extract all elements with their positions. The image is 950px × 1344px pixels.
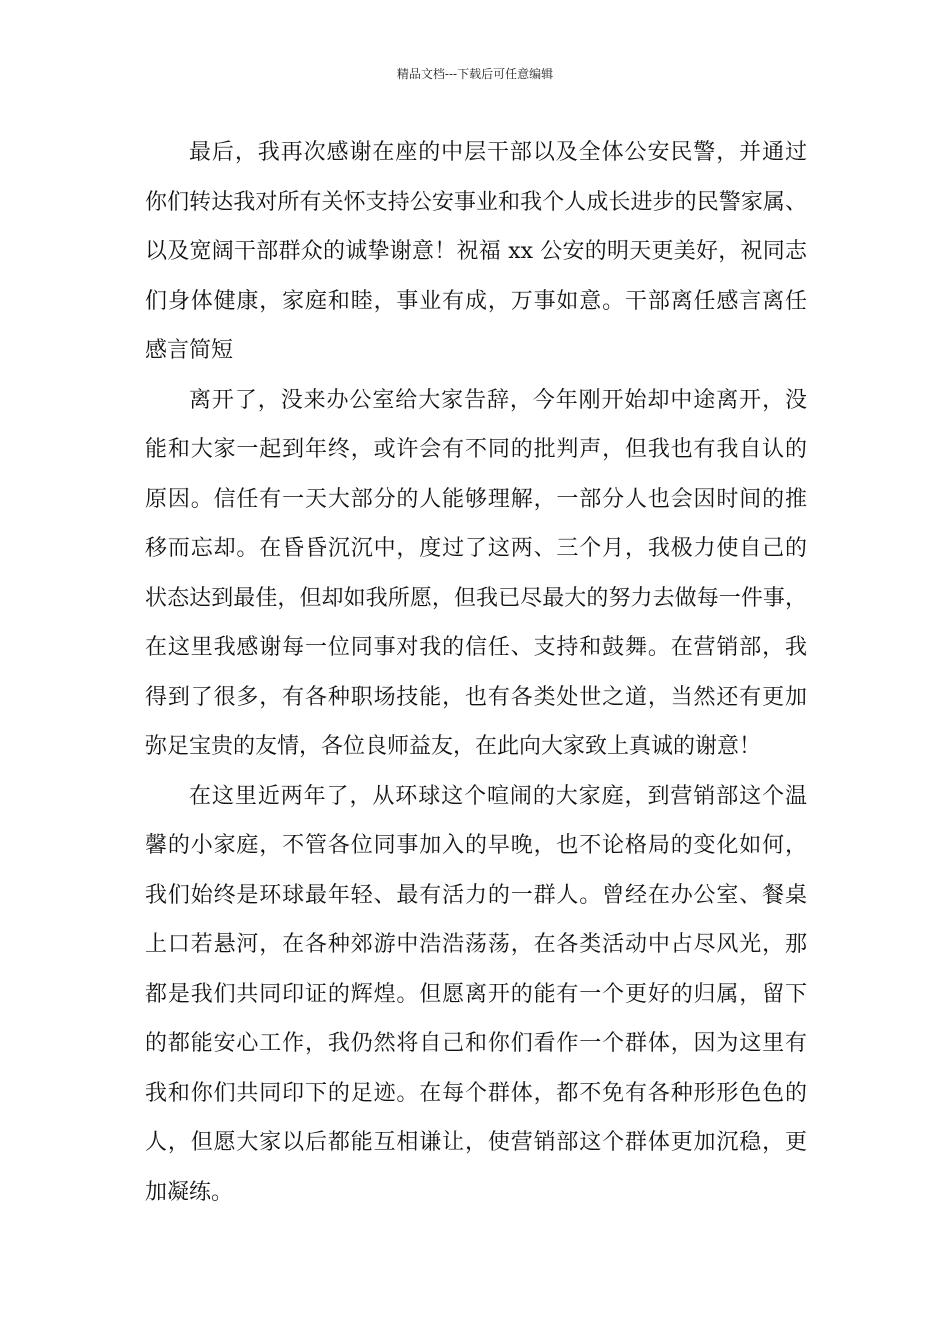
paragraph-line: 你们转达我对所有关怀支持公安事业和我个人成长进步的民警家属、 — [145, 189, 807, 215]
document-body — [145, 128, 807, 1217]
paragraph-line: 状态达到最佳，但却如我所愿，但我已尽最大的努力去做每一件事， — [145, 585, 807, 611]
paragraph-line: 的都能安心工作，我仍然将自己和你们看作一个群体，因为这里有 — [145, 1031, 807, 1056]
paragraph-line: 感言简短 — [145, 338, 234, 363]
paragraph-line: 得到了很多，有各种职场技能，也有各类处世之道，当然还有更加 — [145, 684, 807, 710]
paragraph-line: 我和你们共同印下的足迹。在每个群体，都不免有各种形形色色的 — [145, 1080, 807, 1106]
paragraph-line: 能和大家一起到年终，或许会有不同的批判声，但我也有我自认的 — [145, 437, 807, 462]
paragraph-line: 都是我们共同印证的辉煌。但愿离开的能有一个更好的归属，留下 — [145, 981, 807, 1007]
paragraph-line: 在这里我感谢每一位同事对我的信任、支持和鼓舞。在营销部，我 — [145, 635, 807, 660]
paragraph-line: 馨的小家庭，不管各位同事加入的早晚，也不论格局的变化如何， — [145, 833, 807, 858]
paragraph-line: 上口若悬河，在各种郊游中浩浩荡荡，在各类活动中占尽风光，那 — [145, 932, 807, 957]
paragraph-line: 离开了，没来办公室给大家告辞，今年刚开始却中途离开，没 — [189, 387, 807, 413]
paragraph-line: 在这里近两年了，从环球这个喧闹的大家庭，到营销部这个温 — [189, 783, 807, 809]
paragraph-line: 们身体健康，家庭和睦，事业有成，万事如意。干部离任感言离任 — [145, 288, 807, 314]
paragraph-line: 人，但愿大家以后都能互相谦让，使营销部这个群体更加沉稳，更 — [145, 1130, 807, 1155]
paragraph-line: 最后，我再次感谢在座的中层干部以及全体公安民警，并通过 — [189, 140, 807, 165]
page-header: 精品文档---下载后可任意编辑 — [396, 67, 554, 81]
paragraph-line: 原因。信任有一天大部分的人能够理解，一部分人也会因时间的推 — [145, 486, 807, 512]
paragraph-line: 加凝练。 — [145, 1179, 234, 1205]
paragraph-line: 我们始终是环球最年轻、最有活力的一群人。曾经在办公室、餐桌 — [145, 882, 807, 908]
paragraph-line: 移而忘却。在昏昏沉沉中，度过了这两、三个月，我极力使自己的 — [145, 536, 807, 561]
paragraph-line: 以及宽阔干部群众的诚挚谢意！祝福 xx 公安的明天更美好，祝同志 — [145, 239, 807, 264]
paragraph-line: 弥足宝贵的友情，各位良师益友，在此向大家致上真诚的谢意！ — [145, 734, 762, 759]
